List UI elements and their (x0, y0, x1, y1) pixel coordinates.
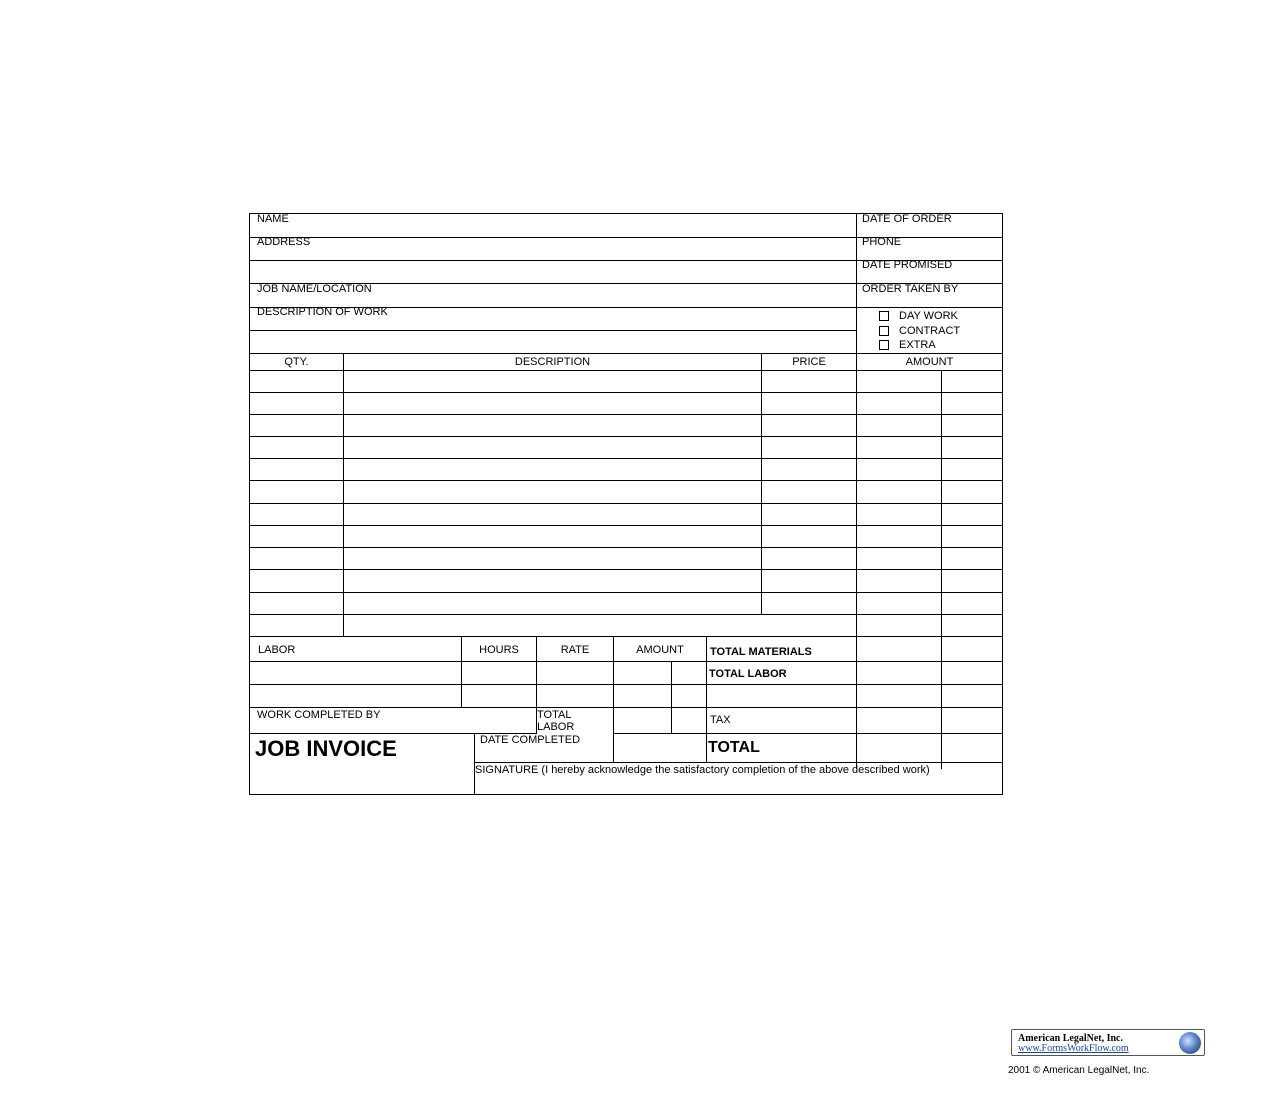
globe-icon (1179, 1032, 1201, 1054)
contract-checkbox[interactable] (879, 326, 889, 336)
extra-checkbox[interactable] (879, 340, 889, 350)
work-completed-by-label: WORK COMPLETED BY (257, 709, 381, 721)
contract-label: CONTRACT (899, 325, 961, 337)
name-field[interactable] (250, 225, 855, 236)
hours-header: HOURS (479, 644, 519, 656)
rate-header: RATE (560, 644, 590, 656)
address-field[interactable] (250, 248, 855, 283)
logo-website-link[interactable]: www.FormsWorkFlow.com (1018, 1043, 1129, 1054)
order-taken-by-label: ORDER TAKEN BY (862, 283, 959, 295)
total-labor-label: TOTAL LABOR (709, 668, 787, 680)
day-work-checkbox[interactable] (879, 311, 889, 321)
total-label: TOTAL (708, 739, 760, 756)
address-label: ADDRESS (257, 236, 311, 248)
total-materials-label: TOTAL MATERIALS (710, 646, 812, 658)
extra-label: EXTRA (899, 339, 936, 351)
job-location-field[interactable] (250, 295, 855, 306)
amount-header: AMOUNT (905, 356, 954, 368)
tax-label: TAX (710, 714, 731, 726)
date-promised-label: DATE PROMISED (862, 259, 953, 271)
phone-field[interactable] (857, 248, 1002, 259)
name-label: NAME (257, 213, 289, 225)
qty-header: QTY. (284, 356, 309, 368)
job-location-label: JOB NAME/LOCATION (257, 283, 372, 295)
signature-label: SIGNATURE (I hereby acknowledge the satisfactory completion of the above described work) (475, 764, 930, 776)
date-of-order-field[interactable] (857, 225, 1002, 236)
copyright-text: 2001 © American LegalNet, Inc. (1008, 1065, 1150, 1076)
order-taken-by-field[interactable] (857, 295, 1002, 306)
description-of-work-label: DESCRIPTION OF WORK (257, 306, 388, 318)
description-of-work-field[interactable] (250, 318, 855, 353)
price-header: PRICE (792, 356, 826, 368)
form-border-bottom (249, 794, 1003, 795)
signature-field[interactable] (475, 777, 1002, 794)
labor-header: LABOR (258, 644, 296, 656)
description-header: DESCRIPTION (514, 356, 591, 368)
date-of-order-label: DATE OF ORDER (862, 213, 952, 225)
date-completed-label: DATE COMPLETED (480, 734, 581, 746)
form-title: JOB INVOICE (255, 736, 397, 761)
date-promised-field[interactable] (857, 271, 1002, 282)
phone-label: PHONE (862, 236, 902, 248)
logo-company-name: American LegalNet, Inc. (1018, 1033, 1123, 1044)
total-labor-small-label: TOTAL LABOR (537, 709, 575, 733)
day-work-label: DAY WORK (899, 310, 958, 322)
american-legalnet-logo (1011, 1029, 1205, 1056)
labor-amount-header: AMOUNT (636, 644, 684, 656)
